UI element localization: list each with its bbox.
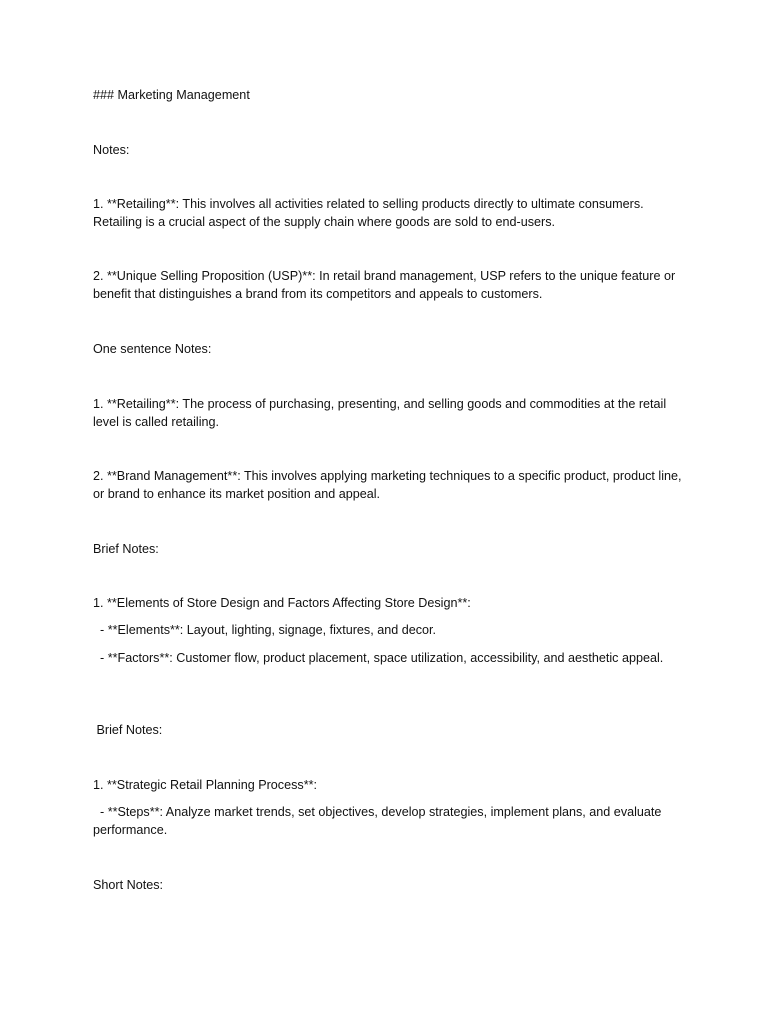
notes-heading: Notes: [93, 143, 130, 157]
store-design-item: 1. **Elements of Store Design and Factors Affecting Store Design**: [93, 596, 471, 610]
retail-planning-item: 1. **Strategic Retail Planning Process**: [93, 778, 318, 792]
store-design-factors: - **Factors**: Customer flow, product placement, space utilization, accessibility, and aesthetic appeal. [93, 651, 664, 665]
store-design-elements: - **Elements**: Layout, lighting, signage, fixtures, and decor. [93, 623, 437, 637]
brief-notes-heading: Brief Notes: [93, 542, 159, 556]
short-notes-heading: Short Notes: [93, 878, 163, 892]
retail-planning-steps: - **Steps**: Analyze market trends, set objectives, develop strategies, implement plans, and evaluate performance. [93, 805, 665, 837]
one-sentence-brand-management: 2. **Brand Management**: This involves applying marketing techniques to a specific product, product line, or brand to enhance its market position and appeal. [93, 469, 682, 501]
note-retailing: 1. **Retailing**: This involves all activities related to selling products directly to ultimate consumers. Retailing is a crucial aspect of the supply chain where goods are sold to end-users. [93, 197, 644, 229]
document-title: ### Marketing Management [93, 88, 250, 102]
one-sentence-retailing: 1. **Retailing**: The process of purchasing, presenting, and selling goods and commodities at the retail level is called retailing. [93, 397, 667, 429]
one-sentence-heading: One sentence Notes: [93, 342, 212, 356]
note-usp: 2. **Unique Selling Proposition (USP)**: In retail brand management, USP refers to the unique feature or benefit that distinguishes a brand from its competitors and appeals to customers. [93, 269, 676, 301]
brief-notes-heading-2: Brief Notes: [93, 723, 163, 737]
